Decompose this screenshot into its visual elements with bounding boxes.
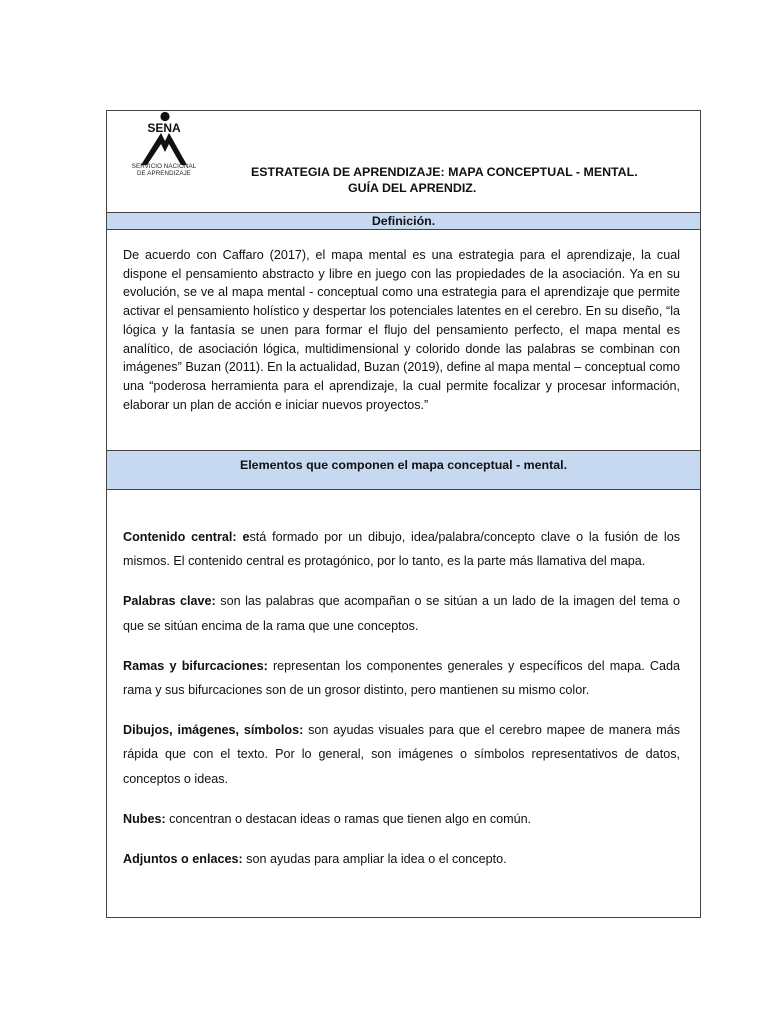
- element-term: Dibujos, imágenes, símbolos:: [123, 723, 304, 738]
- document-subtitle: GUÍA DEL APRENDIZ.: [348, 181, 477, 195]
- element-description: representan los componentes generales y específicos del mapa. Cada rama y sus bifurcaciones son de un grosor distinto, pero mantienen su mismo color.: [123, 658, 680, 698]
- element-term: Ramas y bifurcaciones:: [123, 658, 268, 673]
- element-item: [123, 847, 680, 871]
- sena-logo-icon: [139, 111, 189, 165]
- definition-heading: Definición.: [107, 212, 700, 230]
- element-description: son ayudas visuales para que el cerebro mapee de manera más rápida que con el texto. Por lo general, son imágenes o símbolos representativos de datos, conceptos o ideas.: [123, 723, 680, 786]
- element-description: son las palabras que acompañan o se sitúan a un lado de la imagen del tema o que se sitúan encima de la rama que une conceptos.: [123, 594, 680, 633]
- svg-text:SENA: SENA: [147, 121, 181, 135]
- element-term: Palabras clave:: [123, 594, 216, 609]
- sena-wordmark: [121, 121, 207, 135]
- document-frame: [106, 110, 701, 918]
- element-item: [123, 525, 680, 573]
- element-description: son ayudas para ampliar la idea o el concepto.: [242, 852, 507, 867]
- document-title: ESTRATEGIA DE APRENDIZAJE: MAPA CONCEPTUAL - MENTAL.: [251, 165, 638, 179]
- elements-heading: Elementos que componen el mapa conceptual - mental.: [107, 450, 700, 490]
- document-header: [107, 111, 700, 213]
- element-item: [123, 654, 680, 702]
- element-item: [123, 807, 680, 831]
- sena-logo: [121, 111, 207, 183]
- element-item: [123, 718, 680, 791]
- element-term: Nubes:: [123, 811, 166, 826]
- element-description: concentran o destacan ideas o ramas que tienen algo en común.: [165, 811, 532, 826]
- element-item: [123, 589, 680, 637]
- element-term: Contenido central: e: [123, 530, 250, 544]
- definition-paragraph: De acuerdo con Caffaro (2017), el mapa mental es una estrategia para el aprendizaje, la cual dispone el pensamiento abstracto y libre en juego con las propiedades de la asociación. Ya en su evolución, se ve al mapa mental - conceptual como una estrategia para el aprendizaje que permite activar el pensamiento holístico y despertar los potenciales latentes en el cerebro. En su diseño, “la lógica y la fantasía se unen para formar el flujo del pensamiento perfecto, el mapa mental es analítico, de asociación lógica, multidimensional y colorido donde las palabras se combinan con imágenes” Buzan (2011). En la actualidad, Buzan (2019), define al mapa mental – conceptual como una “poderosa herramienta para el aprendizaje, la cual permite focalizar y procesar información, elaborar un plan de acción e iniciar nuevos proyectos.”: [123, 248, 680, 412]
- elements-list: [123, 525, 680, 887]
- element-description: stá formado por un dibujo, idea/palabra/concepto clave o la fusión de los mismos. El contenido central es protagónico, por lo tanto, es la parte más llamativa del mapa.: [123, 530, 681, 569]
- logo-line-2: DE APRENDIZAJE: [136, 170, 191, 177]
- logo-line-1: SERVICIO NACIONAL: [131, 163, 197, 170]
- element-term: Adjuntos o enlaces:: [123, 852, 243, 867]
